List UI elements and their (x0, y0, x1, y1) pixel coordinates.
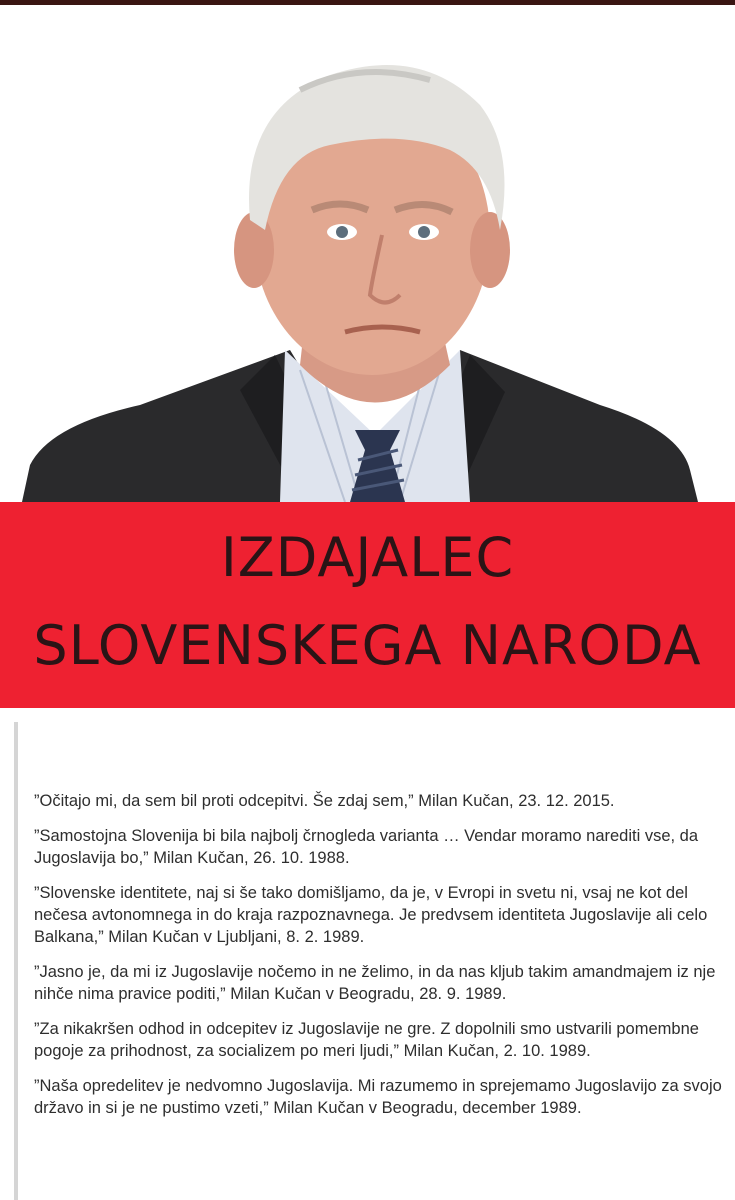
blockquote-border (14, 722, 18, 1200)
quote-paragraph: ”Jasno je, da mi iz Jugoslavije nočemo in ne želimo, in da nas kljub takim amandmajem iz nje nihče nima pravice poditi,” Milan Kučan v Beogradu, 28. 9. 1989. (34, 963, 716, 1003)
banner-headline-line-1: IZDAJALEC (220, 526, 515, 589)
top-border-bar (0, 0, 735, 5)
quote-paragraph: ”Naša opredelitev je nedvomno Jugoslavija. Mi razumemo in sprejemamo Jugoslavijo za svojo državo in si je ne pustimo vzeti,” Milan Kučan v Beogradu, december 1989. (34, 1077, 722, 1117)
portrait-photo (0, 20, 735, 502)
quote-paragraph: ”Očitajo mi, da sem bil proti odcepitvi. Še zdaj sem,” Milan Kučan, 23. 12. 2015. (34, 792, 615, 810)
banner-headline-line-2: SLOVENSKEGA NARODA (33, 614, 702, 677)
quote-paragraph: ”Slovenske identitete, naj si še tako domišljamo, da je, v Evropi in svetu ni, vsaj ne kot del nečesa avtonomnega in do kraja razpoznavnega. Je predvsem identiteta Jugoslavije ali celo Balkana,” Milan Kučan v Ljubljani, 8. 2. 1989. (34, 884, 708, 946)
quote-paragraph: ”Samostojna Slovenija bi bila najbolj črnogleda varianta … Vendar moramo narediti vse, da Jugoslavija bo,” Milan Kučan, 26. 10. 1988. (34, 827, 699, 867)
quotes-blockquote (34, 790, 724, 1132)
quote-paragraph: ”Za nikakršen odhod in odcepitev iz Jugoslavije ne gre. Z dopolnili smo ustvarili pomembne pogoje za prihodnost, za socializem po meri ljudi,” Milan Kučan, 2. 10. 1989. (34, 1020, 699, 1060)
